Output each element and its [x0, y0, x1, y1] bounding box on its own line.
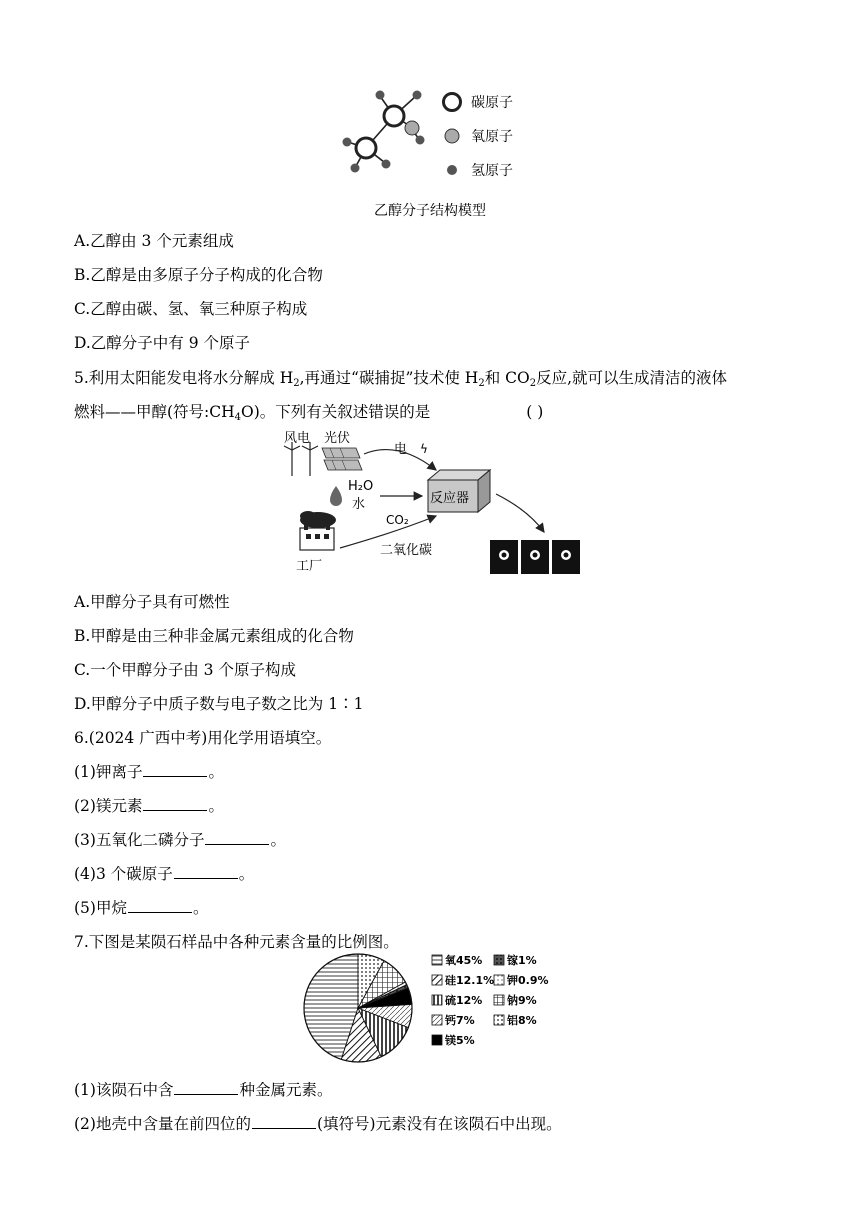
legend-swatch-镁: [432, 1035, 442, 1045]
methanol-production-diagram: [278, 428, 588, 578]
legend-label-氧: 氧45%: [445, 954, 483, 967]
q7-sub-2: (2)地壳中含量在前四位的 (填符号)元素没有在该陨石中出现。: [74, 1115, 562, 1133]
wind-turbine-icon: [284, 442, 318, 476]
reactor-label: 反应器: [430, 491, 470, 506]
factory-label: 工厂: [296, 559, 323, 574]
q5-stem-line2: 燃料——甲醇(符号$:CH_4O$)。下列有关叙述错误的是 ( ): [74, 403, 544, 423]
q4-option-c: C.乙醇由碳、氢、氧三种原子构成: [74, 300, 308, 318]
ethanol-molecule-figure: [330, 84, 550, 192]
hydrogen-atom: [382, 160, 391, 169]
answer-paren: ( ): [526, 403, 544, 421]
water-drop-icon: [330, 486, 342, 506]
answer-blank: [128, 898, 192, 913]
legend-hydrogen-label: 氢原子: [471, 163, 513, 179]
hydrogen-atom: [376, 91, 385, 100]
carbon-atom: [356, 138, 376, 158]
hydrogen-atom: [351, 164, 360, 173]
q6-item-1: (1)钾离子 。: [74, 763, 224, 781]
pie-legend: [432, 953, 549, 1047]
q5-option-d: D.甲醇分子中质子数与电子数之比为 1∶1: [74, 695, 364, 713]
legend-label-钙: 钙7%: [445, 1014, 475, 1027]
legend-swatch-镓: [494, 955, 504, 965]
water-label: 水: [352, 497, 366, 512]
molecule-caption: 乙醇分子结构模型: [374, 203, 486, 219]
legend-label-硫: 硫12%: [445, 994, 483, 1007]
legend-carbon-label: 碳原子: [471, 95, 513, 111]
fuel-barrels-icon: [490, 540, 580, 574]
hydrogen-atom: [343, 138, 352, 147]
legend-label-铝: 铝8%: [507, 1014, 537, 1027]
legend-swatch-钾: [494, 975, 504, 985]
q6-item-2: (2)镁元素 。: [74, 797, 224, 815]
factory-icon: [300, 511, 336, 550]
q4-option-d: D.乙醇分子中有 9 个原子: [74, 334, 251, 352]
q4-option-a: A.乙醇由 3 个元素组成: [74, 232, 234, 250]
solar-panel-icon: [322, 448, 362, 470]
answer-blank: [143, 796, 207, 811]
answer-blank: [143, 762, 207, 777]
oxygen-atom: [405, 121, 419, 135]
legend-carbon-marker: [444, 94, 461, 111]
q6-stem: 6.(2024 广西中考)用化学用语填空。: [74, 729, 332, 747]
q7-stem: 7.下图是某陨石样品中各种元素含量的比例图。: [74, 933, 399, 951]
q5-option-c: C.一个甲醇分子由 3 个原子构成: [74, 661, 296, 679]
legend-label-硅: 硅12.1%: [445, 974, 495, 987]
lightning-icon: ϟ: [420, 442, 428, 456]
legend-swatch-氧: [432, 955, 442, 965]
q6-item-5: (5)甲烷 。: [74, 899, 209, 917]
legend-swatch-钙: [432, 1015, 442, 1025]
legend-oxygen-label: 氧原子: [471, 129, 513, 145]
legend-swatch-钠: [494, 995, 504, 1005]
hydrogen-atom: [416, 136, 425, 145]
answer-blank: [174, 864, 238, 879]
co2-name-label: 二氧化碳: [380, 543, 433, 558]
legend-swatch-硅: [432, 975, 442, 985]
q6-item-3: (3)五氧化二磷分子 。: [74, 831, 286, 849]
q5-option-a: A.甲醇分子具有可燃性: [74, 593, 230, 611]
meteorite-element-pie-chart: [300, 950, 590, 1072]
answer-blank: [252, 1114, 316, 1129]
q5-stem-line1: 5.利用太阳能发电将水分解成 $H_2$,再通过“碳捕捉”技术使 $H_2$和 $CO_2$反应,就可以生成清洁的液体: [74, 369, 728, 389]
pie-slices: [304, 954, 412, 1062]
co2-formula-label: CO₂: [386, 513, 409, 527]
solar-power-label: 光伏: [324, 431, 351, 446]
legend-label-镁: 镁5%: [445, 1034, 475, 1047]
legend-hydrogen-marker: [447, 165, 457, 175]
carbon-atom: [384, 106, 404, 126]
q6-item-4: (4)3 个碳原子 。: [74, 865, 255, 883]
q5-option-b: B.甲醇是由三种非金属元素组成的化合物: [74, 627, 354, 645]
legend-label-镓: 镓1%: [507, 954, 537, 967]
legend-swatch-铝: [494, 1015, 504, 1025]
legend-swatch-硫: [432, 995, 442, 1005]
q7-sub-1: (1)该陨石中含 种金属元素。: [74, 1081, 333, 1099]
legend-oxygen-marker: [445, 129, 459, 143]
hydrogen-atom: [413, 91, 422, 100]
water-formula-label: H₂O: [348, 479, 374, 494]
q4-option-b: B.乙醇是由多原子分子构成的化合物: [74, 266, 323, 284]
answer-blank: [205, 830, 269, 845]
wind-power-label: 风电: [284, 431, 311, 446]
electricity-label: 电: [394, 442, 408, 457]
legend-label-钠: 钠9%: [507, 994, 537, 1007]
legend-label-钾: 钾0.9%: [507, 974, 549, 987]
answer-blank: [174, 1080, 238, 1095]
